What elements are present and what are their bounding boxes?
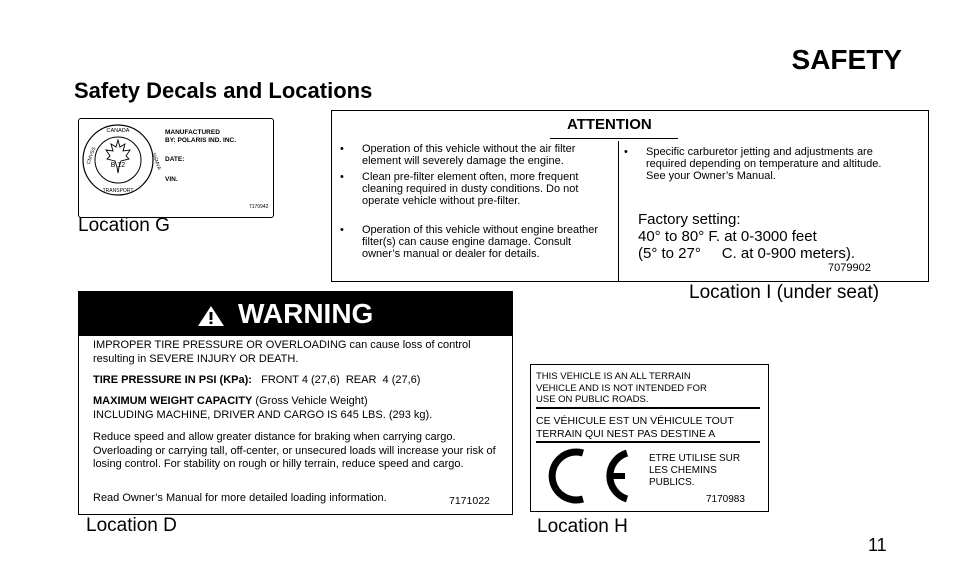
date-field: DATE: bbox=[165, 156, 185, 163]
french-notice-continued: ETRE UTILISE SUR LES CHEMINS PUBLICS. bbox=[649, 453, 741, 488]
part-number: 7170983 bbox=[706, 494, 745, 505]
weight-capacity bbox=[93, 395, 503, 422]
location-g-label: Location G bbox=[78, 215, 170, 236]
decal-g-manufacturer-label bbox=[78, 118, 274, 218]
vin-field: VIN. bbox=[165, 176, 178, 183]
part-number: 7170942 bbox=[249, 204, 269, 210]
weight-capacity-paren: (Gross Vehicle Weight) bbox=[252, 395, 368, 407]
attention-bullet-right: • Specific carburetor jetting and adjustments are required depending on temperature and altitude. See your Owner’s Manual. bbox=[624, 146, 882, 182]
manufactured-text: MANUFACTURED bbox=[165, 129, 220, 136]
location-h-label: Location H bbox=[537, 516, 628, 537]
english-notice: THIS VEHICLE IS AN ALL TERRAIN VEHICLE AND IS NOT INTENDED FOR USE ON PUBLIC ROADS. bbox=[536, 371, 707, 405]
seal-right-text: NSMVA bbox=[150, 152, 162, 171]
decal-i-attention bbox=[331, 110, 929, 282]
location-d-label: Location D bbox=[86, 515, 177, 536]
attention-bullet: • Operation of this vehicle without the air filter element will severely damage the engine. bbox=[340, 143, 576, 167]
warning-paragraph: IMPROPER TIRE PRESSURE OR OVERLOADING can cause loss of control resulting in SEVERE INJURY OR DEATH. bbox=[93, 339, 471, 365]
warning-paragraph: Reduce speed and allow greater distance for braking when carrying cargo. Overloading or carrying tall, off-center, or unsecured loads will increase your risk of losing control. For stability on rough or hilly terrain, reduce speed and cargo. bbox=[93, 431, 496, 470]
tire-pressure-values: FRONT 4 (27,6) REAR 4 (27,6) bbox=[261, 374, 421, 386]
factory-setting-label: Factory setting: bbox=[638, 211, 741, 228]
attention-divider bbox=[618, 141, 619, 281]
attention-title: ATTENTION bbox=[567, 116, 652, 133]
attention-bullet: • Clean pre-filter element often, more frequent cleaning required in dusty conditions. Do not operate vehicle without pre-filter. bbox=[340, 171, 579, 207]
french-notice: CE VÉHICULE EST UN VÉHICULE TOUT TERRAIN QUI NEST PAS DESTINE A bbox=[536, 415, 734, 440]
attention-bullet: • Operation of this vehicle without engine breather filter(s) can cause engine damage. Consult owner’s manual or dealer for details. bbox=[340, 224, 599, 260]
tire-pressure-label: TIRE PRESSURE IN PSI (KPa): bbox=[93, 374, 252, 386]
manufacturer-name: BY: POLARIS IND. INC. bbox=[165, 137, 237, 144]
warning-heading: WARNING bbox=[238, 298, 374, 329]
seal-left-text: CMVSS bbox=[85, 146, 98, 166]
weight-capacity-detail: INCLUDING MACHINE, DRIVER AND CARGO IS 645 LBS. (293 kg). bbox=[93, 408, 433, 421]
factory-setting bbox=[638, 211, 855, 262]
page-heading: Safety Decals and Locations bbox=[74, 78, 373, 103]
part-number: 7079902 bbox=[828, 262, 871, 274]
weight-capacity-label: MAXIMUM WEIGHT CAPACITY bbox=[93, 395, 253, 407]
seal-bottom-text: TRANSPORT bbox=[102, 188, 134, 194]
decal-h-atv-notice bbox=[530, 364, 769, 512]
factory-setting-celsius: (5° to 27° C. at 0-900 meters). bbox=[638, 245, 856, 262]
warning-paragraph: Read Owner’s Manual for more detailed loading information. bbox=[93, 492, 387, 504]
section-title: SAFETY bbox=[791, 44, 902, 75]
canada-seal-icon bbox=[81, 123, 162, 197]
seal-center-text: B 12 bbox=[110, 162, 126, 169]
decal-d-warning bbox=[78, 291, 513, 515]
part-number: 7171022 bbox=[449, 495, 490, 507]
ce-mark-icon bbox=[543, 447, 633, 505]
attention-rule bbox=[550, 138, 678, 139]
warning-band bbox=[79, 292, 512, 336]
factory-setting-fahrenheit: 40° to 80° F. at 0-3000 feet bbox=[638, 228, 817, 245]
warning-triangle-icon bbox=[197, 305, 225, 327]
location-i-label: Location I (under seat) bbox=[689, 282, 880, 303]
seal-top-text: CANADA bbox=[106, 128, 130, 134]
notice-rule bbox=[536, 407, 760, 409]
notice-rule bbox=[536, 441, 760, 443]
tire-pressure bbox=[93, 374, 420, 388]
page-number: 11 bbox=[868, 535, 887, 555]
